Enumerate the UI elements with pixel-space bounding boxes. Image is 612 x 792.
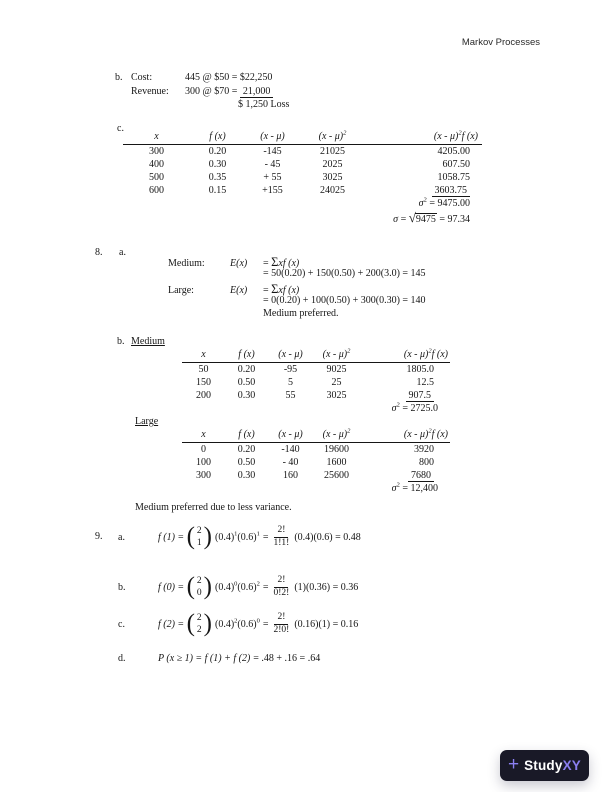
sigma-symbol: σ: [391, 403, 397, 414]
right-paren: ): [203, 610, 212, 638]
underlined-value: 3603.75: [432, 185, 471, 198]
table-row: 0 0.20 -140 19600 3920: [201, 443, 434, 455]
question-9-number: 9.: [95, 531, 103, 542]
medium-ev-calc: = 50(0.20) + 150(0.50) + 200(3.0) = 145: [263, 268, 426, 280]
col-header-dev-sq: (x - μ)$^2$: [313, 349, 360, 363]
underlined-value: 7680: [408, 470, 434, 483]
col-header-dev: (x - μ): [268, 429, 313, 443]
cost-value: 445 @ $50 = $22,250: [185, 72, 273, 83]
question-9d-label: d.: [118, 652, 126, 664]
table-header-row: [182, 349, 450, 363]
total-line: [115, 98, 289, 112]
question-9c-label: c.: [118, 618, 125, 630]
col-header-x: x: [123, 131, 190, 145]
question-9d-formula: d. P (x ≥ 1) = f (1) + f (2) = .48 + .16 = .64: [118, 652, 321, 664]
conclusion-8b: Medium preferred due to less variance.: [135, 502, 292, 513]
conclusion-8a: Medium preferred.: [263, 308, 339, 320]
section-c-label: c.: [117, 123, 124, 134]
large-ev-line: Large: E(x) = Σxf (x): [168, 281, 300, 296]
expected-value-block: [168, 255, 426, 321]
revenue-value: 300 @ $70 = 21,000: [185, 85, 273, 99]
question-8-number: 8.: [95, 247, 103, 258]
col-header-dev: (x - μ): [268, 349, 313, 363]
left-paren: (: [186, 523, 195, 551]
binomial-coefficient: ( 2 2 ): [186, 610, 212, 638]
page-header-title: Markov Processes: [461, 37, 540, 48]
question-9b-formula: b. f (0) = ( 2 0 ) $(0.4)^0(0.6)^2$ = $\frac{2!}{0!2!}$ (1)(0.36) = 0.36: [118, 573, 359, 601]
col-header-fx: f (x): [190, 131, 245, 145]
item-label: b.: [115, 72, 123, 83]
left-paren: (: [186, 573, 195, 601]
capital-sigma-symbol: Σ: [271, 255, 279, 269]
variance-table-medium: [182, 349, 450, 402]
table-header-row: [123, 131, 482, 145]
binomial-coefficient: ( 2 1 ): [186, 523, 212, 551]
loss-total: $ 1,250 Loss: [238, 99, 290, 110]
col-header-x: x: [182, 429, 225, 443]
question-9a-label: a.: [118, 531, 125, 543]
right-paren: ): [203, 573, 212, 601]
sigma-symbol: σ: [391, 483, 397, 494]
radical-icon: √: [408, 210, 416, 225]
col-header-dev-sq-fx: (x - μ)$^2$f (x): [365, 131, 482, 145]
col-header-dev-sq: (x - μ)$^2$: [313, 429, 360, 443]
variance-table-c: [123, 131, 482, 197]
right-paren: ): [203, 523, 212, 551]
sigma-sqrt-line: σ = √9475 = 97.34: [393, 210, 470, 225]
medium-sigma-line: $\sigma^2 = 2725.0$: [391, 401, 438, 414]
studyxy-logo[interactable]: [500, 750, 589, 781]
question-9a-formula: a. f (1) = ( 2 1 ) $(0.4)^1(0.6)^1$ = $\frac{2!}{1!1!}$ (0.4)(0.6) = 0.48: [118, 523, 361, 551]
underlined-value: 21,000: [240, 86, 274, 99]
table-row: 400 0.30 - 45 2025 607.50: [149, 158, 470, 170]
col-header-x: x: [182, 349, 225, 363]
section-b-cost-revenue: [115, 71, 289, 112]
question-8b-label: b.: [117, 336, 125, 347]
col-header-dev: (x - μ): [245, 131, 300, 145]
binomial-coefficient: ( 2 0 ): [186, 573, 212, 601]
factorial-fraction: $\frac{2!}{1!1!}$: [273, 524, 290, 548]
medium-ev-line: Medium: E(x) = Σxf (x): [168, 255, 300, 269]
table-row: 50 0.20 -95 9025 1805.0: [198, 363, 434, 375]
cost-line: [115, 71, 289, 85]
underlined-value: 907.5: [406, 390, 435, 403]
table-header-row: [182, 429, 450, 443]
large-sigma-line: $\sigma^2 = 12,400$: [391, 481, 438, 494]
question-9b-label: b.: [118, 581, 126, 593]
table-row: 100 0.50 - 40 1600 800: [196, 456, 434, 468]
table-row: 200 0.30 55 3025 907.5: [182, 389, 450, 402]
question-8a-label: a.: [119, 247, 126, 258]
revenue-line: [115, 85, 289, 99]
question-9c-formula: c. f (2) = ( 2 2 ) $(0.4)^2(0.6)^0$ = $\frac{2!}{2!0!}$ (0.16)(1) = 0.16: [118, 610, 359, 638]
col-header-dev-sq-fx: (x - μ)$^2$f (x): [360, 349, 450, 363]
col-header-fx: f (x): [225, 429, 268, 443]
logo-wordmark: StudyXY: [524, 758, 582, 773]
factorial-fraction: $\frac{2!}{2!0!}$: [273, 611, 290, 635]
table-row: 600 0.15 +155 24025 3603.75: [123, 184, 482, 197]
revenue-label: Revenue:: [131, 85, 169, 97]
medium-table-title: Medium: [131, 336, 165, 347]
table-row: 150 0.50 5 25 12.5: [196, 376, 434, 388]
table-row: 500 0.35 + 55 3025 1058.75: [149, 171, 470, 183]
sigma-symbol: σ: [418, 198, 424, 209]
left-paren: (: [186, 610, 195, 638]
variance-table-large: [182, 429, 450, 482]
col-header-dev-sq-fx: (x - μ)$^2$f (x): [360, 429, 450, 443]
col-header-fx: f (x): [225, 349, 268, 363]
factorial-fraction: $\frac{2!}{0!2!}$: [273, 574, 290, 598]
col-header-dev-sq: (x - μ)$^2$: [300, 131, 365, 145]
table-row: 300 0.20 -145 21025 4205.00: [149, 145, 470, 157]
cost-label: Cost:: [131, 72, 153, 83]
plus-icon: +: [507, 754, 520, 775]
large-table-title: Large: [135, 416, 159, 427]
sigma-symbol: σ: [393, 214, 399, 225]
table-row: 300 0.30 160 25600 7680: [182, 469, 450, 482]
large-ev-calc: = 0(0.20) + 100(0.50) + 300(0.30) = 140: [263, 294, 426, 306]
capital-sigma-symbol: Σ: [271, 281, 279, 296]
sigma-squared-line: $\sigma^2 = 9475.00$: [418, 196, 470, 209]
